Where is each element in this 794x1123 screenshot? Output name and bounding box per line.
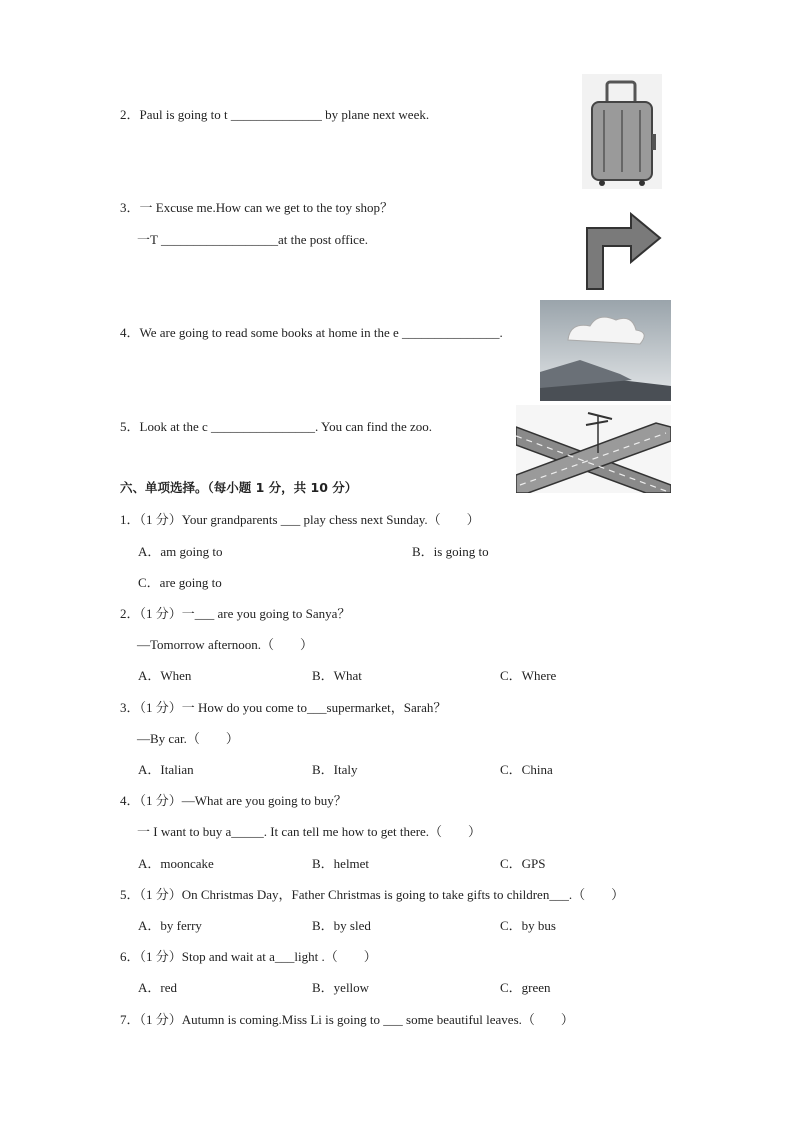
fill-blank-5: 5．Look at the c ________________. You can find the zoo.	[120, 419, 432, 434]
section-six-title: 六、单项选择。（每小题 1 分，共 10 分）	[120, 480, 358, 495]
fill-blank-3: 3．一 Excuse me.How can we get to the toy shop？	[120, 200, 393, 215]
suitcase-image	[582, 74, 662, 189]
crossroads-image	[516, 405, 671, 493]
fill-blank-4: 4．We are going to read some books at home in the e _______________.	[120, 325, 503, 340]
question-4-stem: 4．（1 分）—What are you going to buy？	[120, 793, 347, 808]
question-6-stem: 6．（1 分）Stop and wait at a___light .（ ）	[120, 949, 377, 964]
question-5-stem: 5．（1 分）On Christmas Day，Father Christmas is going to take gifts to children___.（ ）	[120, 887, 625, 902]
question-1-option-a[interactable]: A．am going to	[138, 544, 223, 559]
question-5-option-c[interactable]: C．by bus	[500, 918, 556, 933]
evening-sky-image	[540, 300, 671, 401]
fill-blank-3-reply: 一T __________________at the post office.	[137, 232, 368, 247]
question-2-reply: —Tomorrow afternoon.（ ）	[137, 637, 314, 652]
question-4-option-b[interactable]: B．helmet	[312, 856, 370, 871]
question-5-option-a[interactable]: A．by ferry	[138, 918, 202, 933]
question-3-option-a[interactable]: A．Italian	[138, 762, 194, 777]
question-3-option-b[interactable]: B．Italy	[312, 762, 358, 777]
turn-right-arrow-image	[583, 196, 663, 291]
question-5-option-b[interactable]: B．by sled	[312, 918, 371, 933]
question-3-stem: 3．（1 分）一 How do you come to___supermarket，Sarah？	[120, 700, 447, 715]
question-2-stem: 2．（1 分）一___ are you going to Sanya？	[120, 606, 351, 621]
question-6-option-b[interactable]: B．yellow	[312, 980, 370, 995]
question-7-stem: 7．（1 分）Autumn is coming.Miss Li is going to ___ some beautiful leaves.（ ）	[120, 1012, 574, 1027]
question-6-option-a[interactable]: A．red	[138, 980, 177, 995]
fill-blank-2: 2．Paul is going to t ______________ by plane next week.	[120, 107, 430, 122]
question-4-option-a[interactable]: A．mooncake	[138, 856, 214, 871]
question-3-reply: —By car.（ ）	[137, 731, 239, 746]
question-1-option-b[interactable]: B．is going to	[412, 544, 489, 559]
question-2-option-a[interactable]: A．When	[138, 668, 192, 683]
question-1-option-c[interactable]: C．are going to	[138, 575, 222, 590]
question-2-option-c[interactable]: C．Where	[500, 668, 557, 683]
question-3-option-c[interactable]: C．China	[500, 762, 553, 777]
question-6-option-c[interactable]: C．green	[500, 980, 551, 995]
question-2-option-b[interactable]: B．What	[312, 668, 362, 683]
question-4-reply: 一 I want to buy a_____. It can tell me how to get there.（ ）	[137, 824, 482, 839]
question-1-stem: 1．（1 分）Your grandparents ___ play chess next Sunday.（ ）	[120, 512, 480, 527]
question-4-option-c[interactable]: C．GPS	[500, 856, 546, 871]
